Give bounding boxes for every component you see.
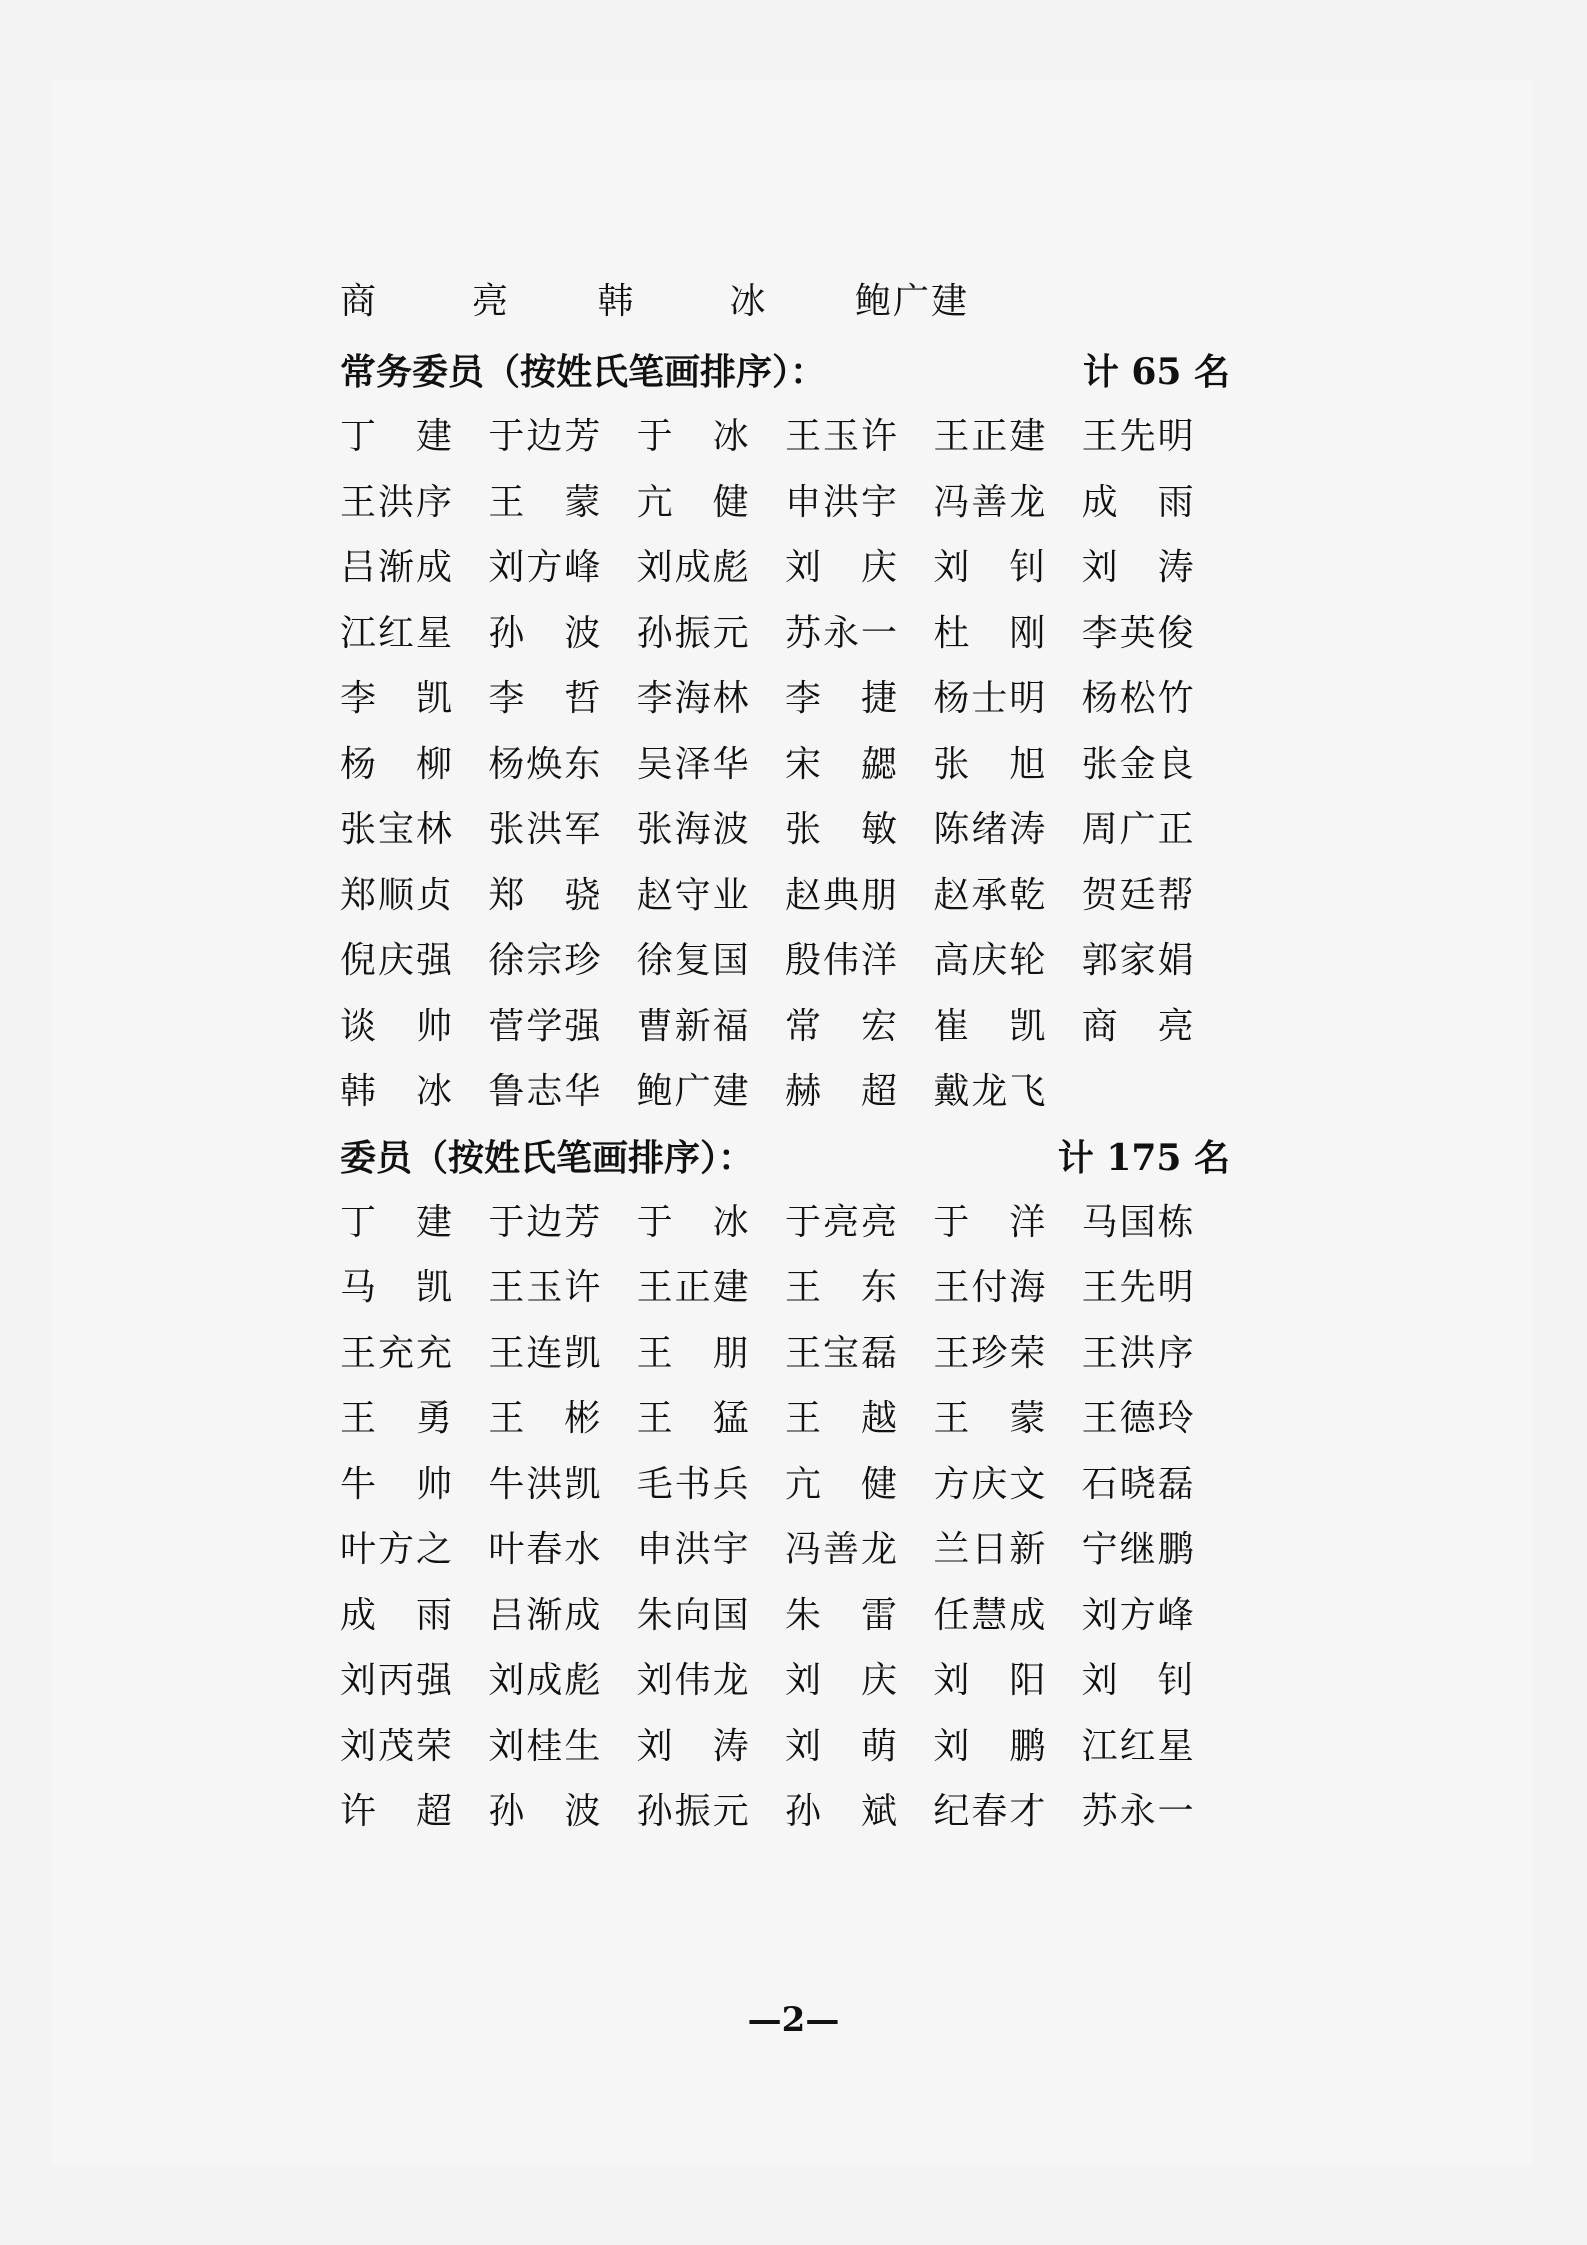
name: 任慧成 xyxy=(933,1594,1048,1636)
name: 宁继鹏 xyxy=(1081,1529,1196,1570)
name-row xyxy=(340,536,1230,600)
name: 刘 萌 xyxy=(784,1725,899,1767)
name: 叶春水 xyxy=(488,1529,603,1570)
name: 申洪宇 xyxy=(784,481,899,523)
name-row xyxy=(340,1387,1230,1451)
name: 成 雨 xyxy=(340,1594,455,1636)
name: 刘 钊 xyxy=(933,547,1048,588)
name: 徐宗珍 xyxy=(488,940,603,981)
name: 徐复国 xyxy=(636,940,751,981)
name: 刘方峰 xyxy=(1081,1594,1196,1636)
name: 宋 勰 xyxy=(784,743,899,785)
name: 苏永一 xyxy=(1081,1791,1196,1832)
name: 戴龙飞 xyxy=(933,1071,1048,1112)
name: 冯善龙 xyxy=(933,481,1048,523)
name: 赵守业 xyxy=(636,874,751,916)
name: 于边芳 xyxy=(488,1201,603,1243)
name: 韩 冰 xyxy=(597,281,796,322)
name-row xyxy=(340,1256,1230,1320)
name: 吴泽华 xyxy=(636,743,751,785)
name: 王德玲 xyxy=(1081,1398,1196,1439)
name-row xyxy=(340,667,1230,731)
name: 张洪军 xyxy=(488,809,603,850)
name-row xyxy=(340,798,1230,862)
name: 郑 骁 xyxy=(488,874,603,916)
name: 张宝林 xyxy=(340,809,455,850)
name: 于亮亮 xyxy=(784,1201,899,1243)
members-title: 委员（按姓氏笔画排序）： xyxy=(340,1136,755,1179)
name: 牛 帅 xyxy=(340,1463,455,1505)
name: 马国栋 xyxy=(1081,1201,1196,1243)
name: 鲍广建 xyxy=(636,1071,751,1112)
name-row xyxy=(340,471,1230,535)
name: 叶方之 xyxy=(340,1529,455,1570)
name: 李 哲 xyxy=(488,678,603,719)
name: 许 超 xyxy=(340,1791,455,1832)
name: 李海林 xyxy=(636,678,751,719)
name: 王珍荣 xyxy=(933,1332,1048,1374)
name: 王 蒙 xyxy=(933,1398,1048,1439)
name: 纪春才 xyxy=(933,1791,1048,1832)
name: 王 猛 xyxy=(636,1398,751,1439)
name-row xyxy=(340,1453,1230,1517)
name: 苏永一 xyxy=(784,612,899,654)
name: 于 洋 xyxy=(933,1201,1048,1243)
name-row xyxy=(340,1584,1230,1648)
name: 王付海 xyxy=(933,1267,1048,1308)
name: 商 亮 xyxy=(1081,1005,1196,1047)
name: 方庆文 xyxy=(933,1463,1048,1505)
name: 孙 斌 xyxy=(784,1791,899,1832)
name: 菅学强 xyxy=(488,1005,603,1047)
name-row xyxy=(340,602,1230,666)
name-row xyxy=(340,405,1230,469)
name: 王洪序 xyxy=(340,481,455,523)
name: 张 旭 xyxy=(933,743,1048,785)
page-number: —2— xyxy=(747,2000,840,2040)
members-heading xyxy=(340,1126,1230,1190)
name: 王洪序 xyxy=(1081,1332,1196,1374)
name: 申洪宇 xyxy=(636,1529,751,1570)
name: 张金良 xyxy=(1081,743,1196,785)
name-row xyxy=(340,995,1230,1059)
name: 王 勇 xyxy=(340,1398,455,1439)
name: 丁 建 xyxy=(340,1201,455,1243)
name: 杨士明 xyxy=(933,678,1048,719)
name: 马 凯 xyxy=(340,1267,455,1308)
name: 杜 刚 xyxy=(933,612,1048,654)
name: 孙振元 xyxy=(636,612,751,654)
name: 王连凯 xyxy=(488,1332,603,1374)
name: 谈 帅 xyxy=(340,1005,455,1047)
name: 刘成彪 xyxy=(636,547,751,588)
name: 刘方峰 xyxy=(488,547,603,588)
name: 孙 波 xyxy=(488,1791,603,1832)
name: 张 敏 xyxy=(784,809,899,850)
name: 王 朋 xyxy=(636,1332,751,1374)
name: 刘茂荣 xyxy=(340,1725,455,1767)
name: 鲍广建 xyxy=(854,281,969,322)
name: 杨松竹 xyxy=(1081,678,1196,719)
name: 高庆轮 xyxy=(933,940,1048,981)
name: 江红星 xyxy=(1081,1725,1196,1767)
name: 殷伟洋 xyxy=(784,940,899,981)
name-row xyxy=(340,1649,1230,1713)
name: 陈绪涛 xyxy=(933,809,1048,850)
name-row xyxy=(340,733,1230,797)
name: 李 凯 xyxy=(340,678,455,719)
name: 常 宏 xyxy=(784,1005,899,1047)
name: 张海波 xyxy=(636,809,751,850)
name-row xyxy=(340,1518,1230,1582)
name: 成 雨 xyxy=(1081,481,1196,523)
name-row xyxy=(340,1322,1230,1386)
name: 王 东 xyxy=(784,1267,899,1308)
name: 丁 建 xyxy=(340,416,455,457)
name: 王先明 xyxy=(1081,1267,1196,1308)
name-row xyxy=(340,1060,1230,1124)
name: 冯善龙 xyxy=(784,1529,899,1570)
name: 朱向国 xyxy=(636,1594,751,1636)
name: 刘 庆 xyxy=(784,547,899,588)
name: 赫 超 xyxy=(784,1071,899,1112)
name: 江红星 xyxy=(340,612,455,654)
name: 王玉许 xyxy=(488,1267,603,1308)
name: 王 彬 xyxy=(488,1398,603,1439)
name: 于 冰 xyxy=(636,416,751,457)
name: 亢 健 xyxy=(784,1463,899,1505)
standing-committee-title: 常务委员（按姓氏笔画排序）： xyxy=(340,351,827,393)
name: 周广正 xyxy=(1081,809,1196,850)
name: 赵承乾 xyxy=(933,874,1048,916)
name: 商 亮 xyxy=(340,281,539,322)
name: 王玉许 xyxy=(784,416,899,457)
name: 吕渐成 xyxy=(340,547,455,588)
name-row xyxy=(340,1715,1230,1779)
name: 刘丙强 xyxy=(340,1660,455,1701)
name: 刘 庆 xyxy=(784,1660,899,1701)
name: 崔 凯 xyxy=(933,1005,1048,1047)
standing-committee-heading xyxy=(340,340,1230,404)
name: 刘伟龙 xyxy=(636,1660,751,1701)
name: 曹新福 xyxy=(636,1005,751,1047)
name: 石晓磊 xyxy=(1081,1463,1196,1505)
name: 贺廷帮 xyxy=(1081,874,1196,916)
name: 杨 柳 xyxy=(340,743,455,785)
name: 刘成彪 xyxy=(488,1660,603,1701)
name-row xyxy=(340,1191,1230,1255)
name: 吕渐成 xyxy=(488,1594,603,1636)
name: 于边芳 xyxy=(488,416,603,457)
name: 王正建 xyxy=(933,416,1048,457)
name: 郭家娟 xyxy=(1081,940,1196,981)
name: 韩 冰 xyxy=(340,1071,455,1112)
name: 刘 钊 xyxy=(1081,1660,1196,1701)
continued-names-row xyxy=(340,270,1017,334)
standing-committee-count: 计 65 名 xyxy=(1082,351,1230,393)
name: 于 冰 xyxy=(636,1201,751,1243)
name-row xyxy=(340,1780,1230,1844)
name: 王正建 xyxy=(636,1267,751,1308)
name: 李 捷 xyxy=(784,678,899,719)
name: 王 蒙 xyxy=(488,481,603,523)
name: 杨焕东 xyxy=(488,743,603,785)
name-row xyxy=(340,864,1230,928)
name: 郑顺贞 xyxy=(340,874,455,916)
name-row xyxy=(340,929,1230,993)
name: 孙振元 xyxy=(636,1791,751,1832)
name: 牛洪凯 xyxy=(488,1463,603,1505)
name: 朱 雷 xyxy=(784,1594,899,1636)
name: 李英俊 xyxy=(1081,612,1196,654)
name: 王宝磊 xyxy=(784,1332,899,1374)
name: 刘桂生 xyxy=(488,1725,603,1767)
name: 兰日新 xyxy=(933,1529,1048,1570)
members-count: 计 175 名 xyxy=(1057,1136,1230,1179)
name: 鲁志华 xyxy=(488,1071,603,1112)
name: 毛书兵 xyxy=(636,1463,751,1505)
name: 刘 涛 xyxy=(1081,547,1196,588)
name: 亢 健 xyxy=(636,481,751,523)
name: 刘 涛 xyxy=(636,1725,751,1767)
name: 倪庆强 xyxy=(340,940,455,981)
name: 刘 鹏 xyxy=(933,1725,1048,1767)
name: 赵典朋 xyxy=(784,874,899,916)
name: 王 越 xyxy=(784,1398,899,1439)
name: 王先明 xyxy=(1081,416,1196,457)
name: 刘 阳 xyxy=(933,1660,1048,1701)
name: 孙 波 xyxy=(488,612,603,654)
name: 王充充 xyxy=(340,1332,455,1374)
